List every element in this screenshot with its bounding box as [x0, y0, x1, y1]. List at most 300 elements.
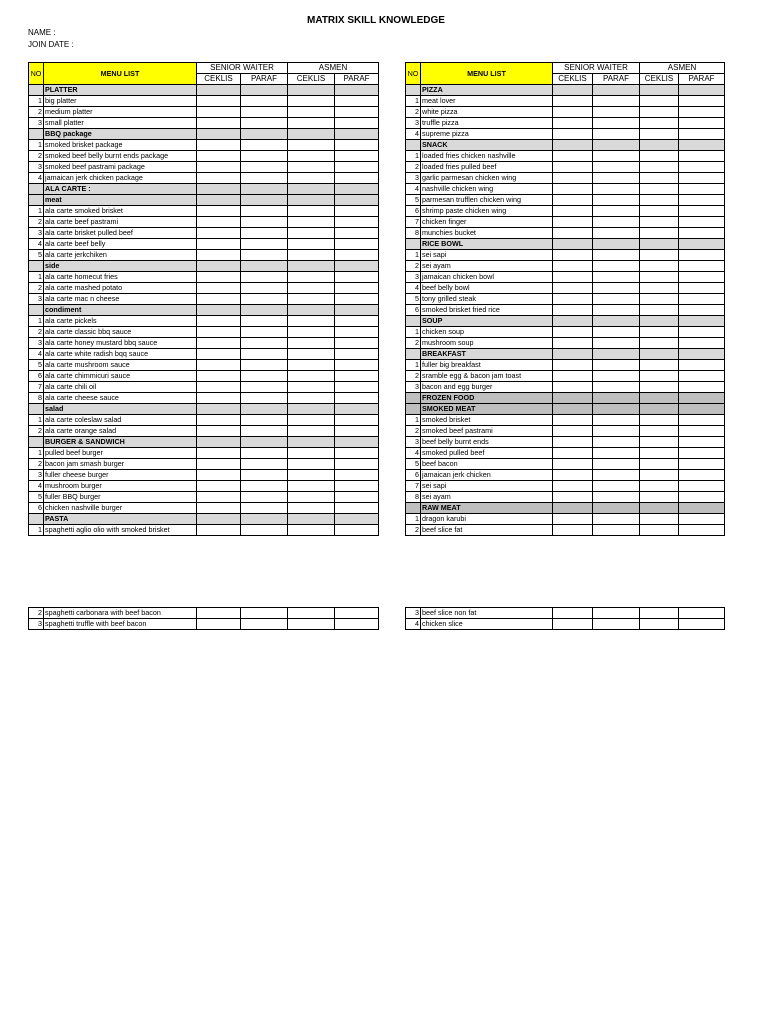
paraf-senior-cell[interactable] — [241, 305, 288, 316]
paraf-senior-cell[interactable] — [593, 470, 640, 481]
paraf-asmen-cell[interactable] — [335, 261, 379, 272]
ceklis-senior-cell[interactable] — [197, 514, 241, 525]
paraf-senior-cell[interactable] — [241, 525, 288, 536]
paraf-asmen-cell[interactable] — [335, 426, 379, 437]
ceklis-senior-cell[interactable] — [197, 481, 241, 492]
ceklis-senior-cell[interactable] — [553, 85, 593, 96]
paraf-senior-cell[interactable] — [241, 140, 288, 151]
paraf-senior-cell[interactable] — [593, 239, 640, 250]
paraf-asmen-cell[interactable] — [335, 85, 379, 96]
ceklis-asmen-cell[interactable] — [288, 382, 335, 393]
paraf-asmen-cell[interactable] — [679, 206, 725, 217]
ceklis-asmen-cell[interactable] — [288, 261, 335, 272]
ceklis-senior-cell[interactable] — [197, 96, 241, 107]
paraf-senior-cell[interactable] — [241, 195, 288, 206]
ceklis-asmen-cell[interactable] — [288, 151, 335, 162]
ceklis-senior-cell[interactable] — [197, 294, 241, 305]
ceklis-senior-cell[interactable] — [197, 382, 241, 393]
ceklis-asmen-cell[interactable] — [288, 426, 335, 437]
paraf-asmen-cell[interactable] — [335, 393, 379, 404]
ceklis-senior-cell[interactable] — [197, 239, 241, 250]
ceklis-asmen-cell[interactable] — [640, 140, 679, 151]
paraf-asmen-cell[interactable] — [679, 404, 725, 415]
paraf-asmen-cell[interactable] — [679, 173, 725, 184]
paraf-senior-cell[interactable] — [593, 382, 640, 393]
paraf-asmen-cell[interactable] — [335, 217, 379, 228]
paraf-senior-cell[interactable] — [593, 415, 640, 426]
ceklis-senior-cell[interactable] — [553, 382, 593, 393]
ceklis-asmen-cell[interactable] — [640, 195, 679, 206]
ceklis-senior-cell[interactable] — [553, 459, 593, 470]
paraf-senior-cell[interactable] — [241, 250, 288, 261]
ceklis-asmen-cell[interactable] — [288, 481, 335, 492]
paraf-senior-cell[interactable] — [241, 327, 288, 338]
ceklis-asmen-cell[interactable] — [640, 162, 679, 173]
ceklis-asmen-cell[interactable] — [640, 360, 679, 371]
paraf-asmen-cell[interactable] — [335, 184, 379, 195]
paraf-senior-cell[interactable] — [241, 437, 288, 448]
ceklis-senior-cell[interactable] — [553, 316, 593, 327]
ceklis-asmen-cell[interactable] — [640, 305, 679, 316]
ceklis-asmen-cell[interactable] — [640, 173, 679, 184]
ceklis-asmen-cell[interactable] — [640, 184, 679, 195]
paraf-senior-cell[interactable] — [593, 525, 640, 536]
ceklis-asmen-cell[interactable] — [288, 129, 335, 140]
paraf-senior-cell[interactable] — [593, 338, 640, 349]
paraf-asmen-cell[interactable] — [335, 140, 379, 151]
paraf-asmen-cell[interactable] — [335, 316, 379, 327]
paraf-asmen-cell[interactable] — [335, 503, 379, 514]
paraf-senior-cell[interactable] — [241, 492, 288, 503]
ceklis-senior-cell[interactable] — [197, 327, 241, 338]
ceklis-senior-cell[interactable] — [553, 327, 593, 338]
ceklis-asmen-cell[interactable] — [288, 162, 335, 173]
paraf-asmen-cell[interactable] — [679, 426, 725, 437]
ceklis-asmen-cell[interactable] — [640, 382, 679, 393]
ceklis-asmen-cell[interactable] — [288, 492, 335, 503]
paraf-asmen-cell[interactable] — [335, 283, 379, 294]
ceklis-senior-cell[interactable] — [553, 217, 593, 228]
ceklis-asmen-cell[interactable] — [640, 261, 679, 272]
ceklis-senior-cell[interactable] — [197, 195, 241, 206]
ceklis-senior-cell[interactable] — [197, 261, 241, 272]
ceklis-senior-cell[interactable] — [553, 283, 593, 294]
paraf-senior-cell[interactable] — [593, 250, 640, 261]
paraf-senior-cell[interactable] — [241, 404, 288, 415]
ceklis-senior-cell[interactable] — [553, 503, 593, 514]
ceklis-asmen-cell[interactable] — [288, 371, 335, 382]
ceklis-senior-cell[interactable] — [197, 184, 241, 195]
ceklis-senior-cell[interactable] — [553, 415, 593, 426]
ceklis-asmen-cell[interactable] — [640, 118, 679, 129]
paraf-asmen-cell[interactable] — [679, 195, 725, 206]
paraf-asmen-cell[interactable] — [679, 327, 725, 338]
paraf-senior-cell[interactable] — [593, 503, 640, 514]
paraf-senior-cell[interactable] — [593, 608, 640, 619]
paraf-asmen-cell[interactable] — [679, 492, 725, 503]
paraf-asmen-cell[interactable] — [335, 382, 379, 393]
paraf-asmen-cell[interactable] — [335, 107, 379, 118]
paraf-senior-cell[interactable] — [241, 338, 288, 349]
ceklis-asmen-cell[interactable] — [640, 228, 679, 239]
ceklis-asmen-cell[interactable] — [288, 305, 335, 316]
paraf-asmen-cell[interactable] — [335, 514, 379, 525]
ceklis-senior-cell[interactable] — [197, 492, 241, 503]
paraf-senior-cell[interactable] — [593, 619, 640, 630]
ceklis-asmen-cell[interactable] — [288, 96, 335, 107]
paraf-senior-cell[interactable] — [593, 371, 640, 382]
ceklis-senior-cell[interactable] — [197, 107, 241, 118]
ceklis-asmen-cell[interactable] — [288, 525, 335, 536]
paraf-senior-cell[interactable] — [593, 195, 640, 206]
paraf-senior-cell[interactable] — [593, 426, 640, 437]
paraf-senior-cell[interactable] — [241, 459, 288, 470]
paraf-asmen-cell[interactable] — [335, 525, 379, 536]
paraf-asmen-cell[interactable] — [679, 481, 725, 492]
ceklis-asmen-cell[interactable] — [640, 608, 679, 619]
ceklis-senior-cell[interactable] — [197, 437, 241, 448]
paraf-senior-cell[interactable] — [593, 459, 640, 470]
ceklis-senior-cell[interactable] — [197, 619, 241, 630]
paraf-senior-cell[interactable] — [241, 151, 288, 162]
paraf-asmen-cell[interactable] — [335, 619, 379, 630]
paraf-senior-cell[interactable] — [593, 404, 640, 415]
paraf-asmen-cell[interactable] — [679, 228, 725, 239]
paraf-senior-cell[interactable] — [593, 140, 640, 151]
paraf-senior-cell[interactable] — [593, 481, 640, 492]
ceklis-senior-cell[interactable] — [553, 448, 593, 459]
ceklis-senior-cell[interactable] — [553, 184, 593, 195]
paraf-senior-cell[interactable] — [241, 382, 288, 393]
ceklis-senior-cell[interactable] — [197, 459, 241, 470]
paraf-senior-cell[interactable] — [593, 294, 640, 305]
ceklis-senior-cell[interactable] — [553, 371, 593, 382]
paraf-senior-cell[interactable] — [241, 415, 288, 426]
paraf-senior-cell[interactable] — [593, 206, 640, 217]
paraf-senior-cell[interactable] — [593, 228, 640, 239]
paraf-asmen-cell[interactable] — [679, 393, 725, 404]
ceklis-asmen-cell[interactable] — [288, 503, 335, 514]
paraf-asmen-cell[interactable] — [335, 404, 379, 415]
ceklis-senior-cell[interactable] — [197, 217, 241, 228]
ceklis-asmen-cell[interactable] — [288, 327, 335, 338]
ceklis-senior-cell[interactable] — [197, 470, 241, 481]
paraf-senior-cell[interactable] — [241, 426, 288, 437]
paraf-senior-cell[interactable] — [241, 261, 288, 272]
paraf-asmen-cell[interactable] — [679, 437, 725, 448]
paraf-asmen-cell[interactable] — [679, 338, 725, 349]
ceklis-senior-cell[interactable] — [553, 129, 593, 140]
paraf-asmen-cell[interactable] — [679, 360, 725, 371]
ceklis-senior-cell[interactable] — [553, 608, 593, 619]
paraf-senior-cell[interactable] — [241, 349, 288, 360]
ceklis-asmen-cell[interactable] — [288, 608, 335, 619]
ceklis-senior-cell[interactable] — [553, 514, 593, 525]
ceklis-asmen-cell[interactable] — [288, 85, 335, 96]
ceklis-asmen-cell[interactable] — [288, 195, 335, 206]
ceklis-senior-cell[interactable] — [553, 294, 593, 305]
paraf-asmen-cell[interactable] — [335, 129, 379, 140]
paraf-asmen-cell[interactable] — [679, 217, 725, 228]
ceklis-asmen-cell[interactable] — [640, 514, 679, 525]
paraf-senior-cell[interactable] — [241, 184, 288, 195]
ceklis-senior-cell[interactable] — [553, 107, 593, 118]
paraf-asmen-cell[interactable] — [679, 107, 725, 118]
ceklis-asmen-cell[interactable] — [640, 525, 679, 536]
ceklis-asmen-cell[interactable] — [288, 250, 335, 261]
paraf-senior-cell[interactable] — [241, 96, 288, 107]
ceklis-senior-cell[interactable] — [553, 118, 593, 129]
paraf-asmen-cell[interactable] — [335, 173, 379, 184]
ceklis-asmen-cell[interactable] — [640, 404, 679, 415]
ceklis-senior-cell[interactable] — [197, 393, 241, 404]
paraf-asmen-cell[interactable] — [335, 349, 379, 360]
ceklis-senior-cell[interactable] — [197, 349, 241, 360]
paraf-senior-cell[interactable] — [241, 316, 288, 327]
paraf-asmen-cell[interactable] — [679, 316, 725, 327]
ceklis-senior-cell[interactable] — [197, 305, 241, 316]
paraf-asmen-cell[interactable] — [335, 239, 379, 250]
paraf-asmen-cell[interactable] — [335, 415, 379, 426]
ceklis-asmen-cell[interactable] — [640, 294, 679, 305]
paraf-senior-cell[interactable] — [593, 184, 640, 195]
ceklis-senior-cell[interactable] — [197, 525, 241, 536]
paraf-asmen-cell[interactable] — [679, 305, 725, 316]
ceklis-senior-cell[interactable] — [197, 272, 241, 283]
ceklis-asmen-cell[interactable] — [288, 283, 335, 294]
ceklis-senior-cell[interactable] — [197, 503, 241, 514]
ceklis-senior-cell[interactable] — [197, 371, 241, 382]
ceklis-asmen-cell[interactable] — [640, 151, 679, 162]
paraf-asmen-cell[interactable] — [679, 608, 725, 619]
ceklis-asmen-cell[interactable] — [288, 239, 335, 250]
paraf-senior-cell[interactable] — [593, 492, 640, 503]
ceklis-senior-cell[interactable] — [197, 85, 241, 96]
paraf-asmen-cell[interactable] — [679, 371, 725, 382]
ceklis-senior-cell[interactable] — [197, 140, 241, 151]
paraf-senior-cell[interactable] — [593, 107, 640, 118]
ceklis-asmen-cell[interactable] — [288, 316, 335, 327]
paraf-senior-cell[interactable] — [241, 107, 288, 118]
ceklis-senior-cell[interactable] — [197, 404, 241, 415]
ceklis-senior-cell[interactable] — [197, 151, 241, 162]
paraf-senior-cell[interactable] — [593, 217, 640, 228]
paraf-senior-cell[interactable] — [241, 118, 288, 129]
ceklis-asmen-cell[interactable] — [288, 470, 335, 481]
ceklis-asmen-cell[interactable] — [288, 514, 335, 525]
paraf-asmen-cell[interactable] — [679, 503, 725, 514]
ceklis-senior-cell[interactable] — [553, 261, 593, 272]
paraf-asmen-cell[interactable] — [335, 272, 379, 283]
paraf-asmen-cell[interactable] — [335, 448, 379, 459]
ceklis-asmen-cell[interactable] — [640, 107, 679, 118]
paraf-asmen-cell[interactable] — [679, 470, 725, 481]
ceklis-senior-cell[interactable] — [553, 239, 593, 250]
ceklis-asmen-cell[interactable] — [288, 349, 335, 360]
ceklis-senior-cell[interactable] — [553, 619, 593, 630]
ceklis-asmen-cell[interactable] — [640, 217, 679, 228]
paraf-senior-cell[interactable] — [241, 272, 288, 283]
ceklis-senior-cell[interactable] — [197, 338, 241, 349]
ceklis-senior-cell[interactable] — [553, 338, 593, 349]
ceklis-asmen-cell[interactable] — [288, 118, 335, 129]
paraf-senior-cell[interactable] — [593, 162, 640, 173]
ceklis-asmen-cell[interactable] — [288, 404, 335, 415]
ceklis-senior-cell[interactable] — [553, 404, 593, 415]
paraf-senior-cell[interactable] — [593, 261, 640, 272]
ceklis-senior-cell[interactable] — [553, 437, 593, 448]
ceklis-senior-cell[interactable] — [553, 305, 593, 316]
ceklis-asmen-cell[interactable] — [640, 393, 679, 404]
paraf-asmen-cell[interactable] — [679, 415, 725, 426]
paraf-asmen-cell[interactable] — [335, 294, 379, 305]
paraf-asmen-cell[interactable] — [679, 96, 725, 107]
ceklis-senior-cell[interactable] — [197, 415, 241, 426]
paraf-asmen-cell[interactable] — [335, 305, 379, 316]
ceklis-senior-cell[interactable] — [553, 140, 593, 151]
paraf-senior-cell[interactable] — [593, 151, 640, 162]
ceklis-senior-cell[interactable] — [553, 525, 593, 536]
paraf-senior-cell[interactable] — [241, 173, 288, 184]
ceklis-senior-cell[interactable] — [553, 470, 593, 481]
paraf-senior-cell[interactable] — [241, 514, 288, 525]
paraf-asmen-cell[interactable] — [335, 437, 379, 448]
ceklis-senior-cell[interactable] — [197, 426, 241, 437]
paraf-senior-cell[interactable] — [593, 448, 640, 459]
ceklis-asmen-cell[interactable] — [640, 470, 679, 481]
paraf-asmen-cell[interactable] — [335, 96, 379, 107]
ceklis-asmen-cell[interactable] — [288, 459, 335, 470]
ceklis-asmen-cell[interactable] — [640, 85, 679, 96]
ceklis-senior-cell[interactable] — [553, 173, 593, 184]
paraf-senior-cell[interactable] — [241, 85, 288, 96]
ceklis-senior-cell[interactable] — [197, 448, 241, 459]
ceklis-asmen-cell[interactable] — [288, 360, 335, 371]
paraf-senior-cell[interactable] — [593, 283, 640, 294]
ceklis-senior-cell[interactable] — [197, 129, 241, 140]
paraf-senior-cell[interactable] — [593, 316, 640, 327]
ceklis-asmen-cell[interactable] — [288, 228, 335, 239]
ceklis-senior-cell[interactable] — [553, 250, 593, 261]
ceklis-asmen-cell[interactable] — [640, 129, 679, 140]
paraf-asmen-cell[interactable] — [679, 129, 725, 140]
ceklis-asmen-cell[interactable] — [288, 173, 335, 184]
ceklis-senior-cell[interactable] — [197, 162, 241, 173]
ceklis-asmen-cell[interactable] — [640, 96, 679, 107]
ceklis-asmen-cell[interactable] — [640, 283, 679, 294]
paraf-asmen-cell[interactable] — [679, 525, 725, 536]
paraf-senior-cell[interactable] — [593, 129, 640, 140]
ceklis-senior-cell[interactable] — [197, 360, 241, 371]
ceklis-asmen-cell[interactable] — [640, 371, 679, 382]
paraf-senior-cell[interactable] — [241, 294, 288, 305]
ceklis-asmen-cell[interactable] — [640, 437, 679, 448]
paraf-asmen-cell[interactable] — [335, 195, 379, 206]
ceklis-asmen-cell[interactable] — [640, 459, 679, 470]
paraf-senior-cell[interactable] — [241, 608, 288, 619]
paraf-asmen-cell[interactable] — [679, 250, 725, 261]
ceklis-senior-cell[interactable] — [553, 272, 593, 283]
ceklis-senior-cell[interactable] — [197, 206, 241, 217]
ceklis-asmen-cell[interactable] — [640, 503, 679, 514]
ceklis-senior-cell[interactable] — [553, 426, 593, 437]
paraf-asmen-cell[interactable] — [679, 118, 725, 129]
ceklis-asmen-cell[interactable] — [288, 107, 335, 118]
paraf-senior-cell[interactable] — [241, 228, 288, 239]
ceklis-asmen-cell[interactable] — [288, 206, 335, 217]
ceklis-senior-cell[interactable] — [553, 228, 593, 239]
ceklis-asmen-cell[interactable] — [640, 206, 679, 217]
paraf-asmen-cell[interactable] — [679, 151, 725, 162]
paraf-asmen-cell[interactable] — [679, 85, 725, 96]
ceklis-asmen-cell[interactable] — [288, 294, 335, 305]
ceklis-senior-cell[interactable] — [553, 151, 593, 162]
paraf-asmen-cell[interactable] — [679, 283, 725, 294]
ceklis-asmen-cell[interactable] — [640, 426, 679, 437]
paraf-asmen-cell[interactable] — [335, 250, 379, 261]
paraf-asmen-cell[interactable] — [679, 514, 725, 525]
ceklis-senior-cell[interactable] — [553, 492, 593, 503]
paraf-asmen-cell[interactable] — [335, 327, 379, 338]
ceklis-asmen-cell[interactable] — [288, 184, 335, 195]
paraf-asmen-cell[interactable] — [679, 261, 725, 272]
ceklis-senior-cell[interactable] — [197, 173, 241, 184]
paraf-asmen-cell[interactable] — [335, 608, 379, 619]
ceklis-senior-cell[interactable] — [553, 206, 593, 217]
paraf-asmen-cell[interactable] — [335, 206, 379, 217]
paraf-senior-cell[interactable] — [241, 129, 288, 140]
paraf-asmen-cell[interactable] — [679, 162, 725, 173]
paraf-asmen-cell[interactable] — [679, 272, 725, 283]
ceklis-asmen-cell[interactable] — [640, 316, 679, 327]
paraf-asmen-cell[interactable] — [679, 619, 725, 630]
paraf-senior-cell[interactable] — [593, 118, 640, 129]
ceklis-asmen-cell[interactable] — [288, 415, 335, 426]
paraf-senior-cell[interactable] — [241, 206, 288, 217]
ceklis-senior-cell[interactable] — [553, 195, 593, 206]
paraf-senior-cell[interactable] — [241, 239, 288, 250]
paraf-asmen-cell[interactable] — [679, 140, 725, 151]
ceklis-asmen-cell[interactable] — [288, 448, 335, 459]
paraf-asmen-cell[interactable] — [679, 382, 725, 393]
paraf-asmen-cell[interactable] — [335, 470, 379, 481]
paraf-asmen-cell[interactable] — [679, 294, 725, 305]
ceklis-senior-cell[interactable] — [553, 349, 593, 360]
ceklis-asmen-cell[interactable] — [640, 619, 679, 630]
paraf-senior-cell[interactable] — [593, 96, 640, 107]
paraf-asmen-cell[interactable] — [679, 349, 725, 360]
ceklis-senior-cell[interactable] — [553, 96, 593, 107]
ceklis-asmen-cell[interactable] — [640, 481, 679, 492]
paraf-senior-cell[interactable] — [241, 162, 288, 173]
ceklis-senior-cell[interactable] — [197, 283, 241, 294]
ceklis-asmen-cell[interactable] — [640, 327, 679, 338]
ceklis-asmen-cell[interactable] — [288, 338, 335, 349]
ceklis-asmen-cell[interactable] — [288, 140, 335, 151]
paraf-asmen-cell[interactable] — [679, 459, 725, 470]
paraf-senior-cell[interactable] — [593, 173, 640, 184]
ceklis-asmen-cell[interactable] — [640, 272, 679, 283]
paraf-senior-cell[interactable] — [241, 283, 288, 294]
paraf-senior-cell[interactable] — [241, 481, 288, 492]
ceklis-senior-cell[interactable] — [197, 316, 241, 327]
ceklis-senior-cell[interactable] — [553, 162, 593, 173]
paraf-asmen-cell[interactable] — [335, 481, 379, 492]
paraf-senior-cell[interactable] — [593, 437, 640, 448]
paraf-senior-cell[interactable] — [593, 349, 640, 360]
paraf-senior-cell[interactable] — [241, 371, 288, 382]
paraf-senior-cell[interactable] — [241, 217, 288, 228]
